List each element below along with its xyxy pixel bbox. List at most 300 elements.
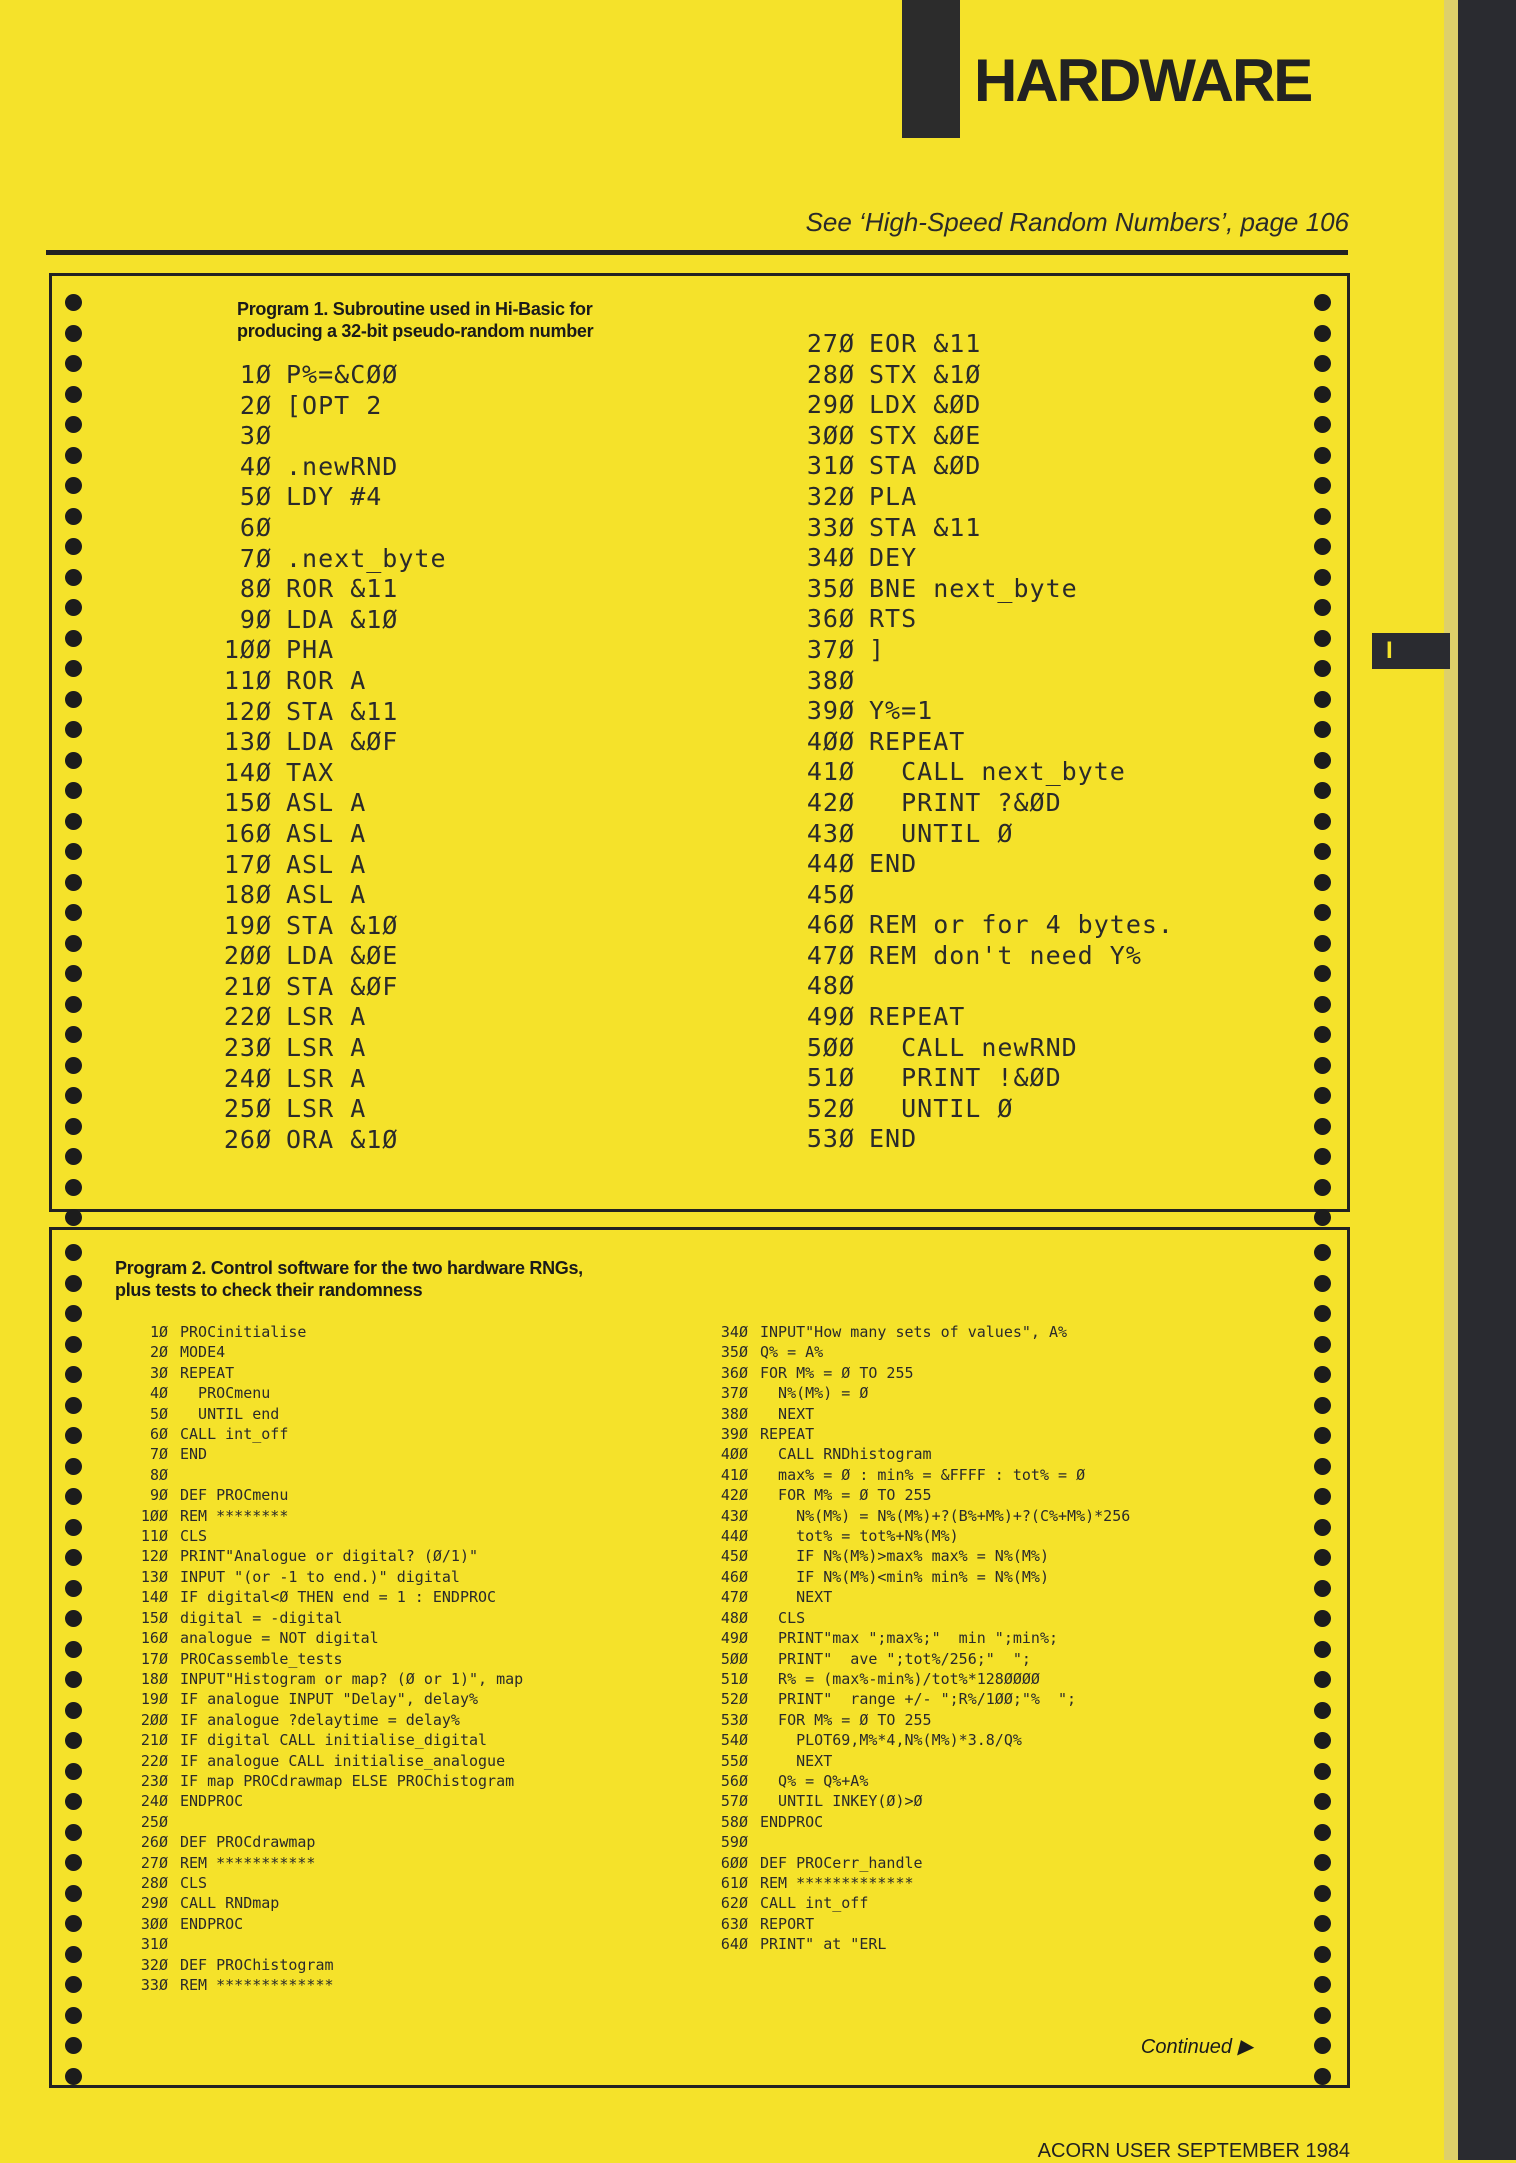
code-line xyxy=(702,1567,1130,1587)
code-text: REPEAT xyxy=(180,1363,235,1382)
line-number: 35Ø xyxy=(720,1343,748,1362)
sprocket-hole xyxy=(1314,538,1331,555)
sprocket-hole xyxy=(1314,630,1331,647)
sprocket-hole xyxy=(65,1366,82,1383)
code-line xyxy=(702,1751,1130,1771)
line-number: 51Ø xyxy=(806,1063,855,1093)
line-number: 2ØØ xyxy=(140,1710,168,1729)
sprocket-holes-right xyxy=(1314,276,1334,1209)
sprocket-hole xyxy=(1314,782,1331,799)
code-text: PRINT"max ";max%;" min ";min%; xyxy=(760,1629,1059,1648)
line-number: 36Ø xyxy=(806,604,855,634)
code-line xyxy=(202,819,447,850)
code-text: TAX xyxy=(286,757,335,787)
sprocket-hole xyxy=(1314,1549,1331,1566)
code-text: IF analogue INPUT "Delay", delay% xyxy=(180,1690,479,1709)
code-text: PLA xyxy=(869,481,918,511)
line-number: 35Ø xyxy=(806,573,855,603)
sprocket-hole xyxy=(65,2068,82,2085)
code-text: ORA &1Ø xyxy=(286,1124,399,1154)
code-line xyxy=(122,1710,523,1730)
code-line xyxy=(122,1934,523,1954)
line-number: 57Ø xyxy=(720,1792,748,1811)
sprocket-hole xyxy=(65,1458,82,1475)
code-text: NEXT xyxy=(760,1404,815,1423)
line-number: 42Ø xyxy=(720,1486,748,1505)
code-text: ENDPROC xyxy=(180,1792,244,1811)
code-text: PROCmenu xyxy=(180,1384,271,1403)
line-number: 49Ø xyxy=(806,1002,855,1032)
code-text: max% = Ø : min% = &FFFF : tot% = Ø xyxy=(760,1465,1086,1484)
line-number: 5Ø xyxy=(149,1404,168,1423)
code-line xyxy=(702,1853,1130,1873)
sprocket-hole xyxy=(1314,1641,1331,1658)
code-line xyxy=(785,1063,1174,1094)
code-text: REPORT xyxy=(760,1914,815,1933)
line-number: 36Ø xyxy=(720,1363,748,1382)
code-line xyxy=(202,574,447,605)
code-text: ROR &11 xyxy=(286,574,399,604)
line-number: 17Ø xyxy=(223,849,272,879)
code-line xyxy=(785,941,1174,972)
code-text: REM ******** xyxy=(180,1506,289,1525)
code-text: digital = -digital xyxy=(180,1608,343,1627)
code-text: tot% = tot%+N%(M%) xyxy=(760,1527,959,1546)
code-line xyxy=(702,1914,1130,1934)
sprocket-hole xyxy=(1314,1179,1331,1196)
line-number: 63Ø xyxy=(720,1914,748,1933)
code-text: ASL A xyxy=(286,849,367,879)
line-number: 49Ø xyxy=(720,1629,748,1648)
line-number: 8Ø xyxy=(239,574,272,604)
line-number: 5ØØ xyxy=(720,1649,748,1668)
sprocket-hole xyxy=(65,752,82,769)
line-number: 21Ø xyxy=(223,971,272,1001)
code-line xyxy=(202,360,447,391)
line-number: 27Ø xyxy=(806,329,855,358)
line-number: 24Ø xyxy=(140,1792,168,1811)
sprocket-hole xyxy=(65,660,82,677)
sprocket-hole xyxy=(1314,1915,1331,1932)
line-number: 4Ø xyxy=(149,1384,168,1403)
code-text: PRINT" at "ERL xyxy=(760,1935,887,1954)
line-number: 37Ø xyxy=(806,634,855,664)
line-number: 6ØØ xyxy=(720,1853,748,1872)
line-number: 5ØØ xyxy=(806,1032,855,1062)
code-text: CALL int_off xyxy=(760,1894,869,1913)
line-number: 2ØØ xyxy=(223,941,272,971)
code-text: DEF PROCerr_handle xyxy=(760,1853,923,1872)
line-number: 14Ø xyxy=(223,757,272,787)
code-line xyxy=(202,1002,447,1033)
sprocket-hole xyxy=(1314,1397,1331,1414)
line-number: 33Ø xyxy=(806,512,855,542)
code-line xyxy=(785,574,1174,605)
sprocket-hole xyxy=(65,935,82,952)
code-line xyxy=(122,1669,523,1689)
line-number: 6Ø xyxy=(149,1425,168,1444)
sprocket-hole xyxy=(1314,1336,1331,1353)
code-line xyxy=(122,1791,523,1811)
line-number: 45Ø xyxy=(720,1547,748,1566)
line-number: 44Ø xyxy=(806,849,855,879)
code-text: STA &1Ø xyxy=(286,910,399,940)
line-number: 38Ø xyxy=(720,1404,748,1423)
line-number: 3Ø xyxy=(149,1363,168,1382)
line-number: 13Ø xyxy=(140,1567,168,1586)
code-line xyxy=(702,1322,1130,1342)
line-number: 62Ø xyxy=(720,1894,748,1913)
sprocket-hole xyxy=(65,1549,82,1566)
sprocket-hole xyxy=(65,1976,82,1993)
line-number: 1ØØ xyxy=(223,635,272,665)
line-number: 11Ø xyxy=(223,665,272,695)
sprocket-hole xyxy=(65,1580,82,1597)
sprocket-holes-left xyxy=(65,1230,85,2085)
line-number: 39Ø xyxy=(806,696,855,726)
code-text: LDA &ØF xyxy=(286,727,399,757)
code-text: PROCassemble_tests xyxy=(180,1649,343,1668)
code-text: LSR A xyxy=(286,1063,367,1093)
line-number: 43Ø xyxy=(720,1506,748,1525)
code-line xyxy=(202,972,447,1003)
sprocket-hole xyxy=(1314,1580,1331,1597)
code-line xyxy=(785,849,1174,880)
line-number: 43Ø xyxy=(806,818,855,848)
line-number: 1Ø xyxy=(149,1323,168,1341)
code-text: R% = (max%-min%)/tot%*128ØØØØ xyxy=(760,1669,1040,1688)
line-number: 23Ø xyxy=(140,1771,168,1790)
sprocket-hole xyxy=(1314,935,1331,952)
line-number: 26Ø xyxy=(223,1124,272,1154)
line-number: 51Ø xyxy=(720,1669,748,1688)
sprocket-hole xyxy=(1314,1976,1331,1993)
sprocket-hole xyxy=(1314,508,1331,525)
line-number: 14Ø xyxy=(140,1588,168,1607)
sprocket-hole xyxy=(65,1519,82,1536)
code-text: LSR A xyxy=(286,1094,367,1124)
sprocket-hole xyxy=(1314,2007,1331,2024)
line-number: 55Ø xyxy=(720,1751,748,1770)
sprocket-hole xyxy=(65,721,82,738)
code-text: PHA xyxy=(286,635,335,665)
code-text: REPEAT xyxy=(869,1002,966,1032)
line-number: 11Ø xyxy=(140,1527,168,1546)
code-line xyxy=(702,1934,1130,1954)
code-line xyxy=(122,1506,523,1526)
continued-note: Continued ▶ xyxy=(1140,2036,1253,2058)
line-number: 52Ø xyxy=(806,1093,855,1123)
line-number: 7Ø xyxy=(149,1445,168,1464)
code-text: analogue = NOT digital xyxy=(180,1629,379,1648)
sprocket-hole xyxy=(1314,813,1331,830)
code-text: LSR A xyxy=(286,1002,367,1032)
code-line xyxy=(702,1444,1130,1464)
program2-code-left xyxy=(122,1322,523,1995)
code-line xyxy=(122,1342,523,1362)
sprocket-hole xyxy=(65,2037,82,2054)
line-number: 33Ø xyxy=(140,1976,168,1994)
code-line xyxy=(202,452,447,483)
code-text: INPUT "(or -1 to end.)" digital xyxy=(180,1567,460,1586)
sprocket-hole xyxy=(65,416,82,433)
code-text: LDA &ØE xyxy=(286,941,399,971)
code-line xyxy=(122,1914,523,1934)
line-number: 21Ø xyxy=(140,1731,168,1750)
code-text: STA &ØF xyxy=(286,971,399,1001)
sprocket-hole xyxy=(65,294,82,311)
line-number: 48Ø xyxy=(806,971,855,1001)
sprocket-hole xyxy=(65,538,82,555)
sprocket-hole xyxy=(65,813,82,830)
sprocket-hole xyxy=(65,1915,82,1932)
sprocket-hole xyxy=(65,1244,82,1261)
code-text: REPEAT xyxy=(760,1425,815,1444)
code-line xyxy=(202,788,447,819)
code-line xyxy=(122,1649,523,1669)
line-number: 45Ø xyxy=(806,879,855,909)
sprocket-hole xyxy=(65,508,82,525)
code-text: STX &ØE xyxy=(869,420,982,450)
sprocket-hole xyxy=(65,355,82,372)
code-line xyxy=(785,1002,1174,1033)
line-number: 13Ø xyxy=(223,727,272,757)
sprocket-hole xyxy=(65,1209,82,1226)
sprocket-hole xyxy=(1314,1488,1331,1505)
line-number: 22Ø xyxy=(140,1751,168,1770)
sprocket-hole xyxy=(65,630,82,647)
code-text: .next_byte xyxy=(286,543,447,573)
code-text: CLS xyxy=(180,1527,208,1546)
code-text: LDX &ØD xyxy=(869,390,982,420)
sprocket-hole xyxy=(1314,1885,1331,1902)
code-line xyxy=(122,1893,523,1913)
line-number: 59Ø xyxy=(720,1833,748,1852)
code-line xyxy=(702,1669,1130,1689)
sprocket-hole xyxy=(65,1118,82,1135)
sprocket-hole xyxy=(65,1275,82,1292)
line-number: 3ØØ xyxy=(140,1914,168,1933)
code-text: IF N%(M%)>max% max% = N%(M%) xyxy=(760,1547,1049,1566)
section-thumb-label: I xyxy=(1386,637,1393,664)
sprocket-hole xyxy=(1314,843,1331,860)
sprocket-hole xyxy=(1314,1305,1331,1322)
sprocket-hole xyxy=(65,1397,82,1414)
code-line xyxy=(202,421,447,452)
sprocket-hole xyxy=(65,477,82,494)
code-text: ENDPROC xyxy=(760,1812,824,1831)
line-number: 46Ø xyxy=(720,1567,748,1586)
sprocket-hole xyxy=(1314,569,1331,586)
code-line xyxy=(202,544,447,575)
line-number: 52Ø xyxy=(720,1690,748,1709)
code-line xyxy=(785,604,1174,635)
sprocket-hole xyxy=(1314,965,1331,982)
sprocket-hole xyxy=(1314,1057,1331,1074)
sprocket-hole xyxy=(1314,416,1331,433)
sprocket-hole xyxy=(1314,1671,1331,1688)
sprocket-hole xyxy=(65,1148,82,1165)
code-text: .newRND xyxy=(286,451,399,481)
program1-code-right xyxy=(785,329,1174,1155)
sprocket-hole xyxy=(1314,386,1331,403)
line-number: 26Ø xyxy=(140,1833,168,1852)
code-line xyxy=(122,1853,523,1873)
code-line xyxy=(202,758,447,789)
code-text: CALL RNDmap xyxy=(180,1894,280,1913)
line-number: 25Ø xyxy=(223,1094,272,1124)
code-text: UNTIL end xyxy=(180,1404,280,1423)
code-line xyxy=(785,329,1174,360)
code-text: ASL A xyxy=(286,788,367,818)
code-line xyxy=(122,1444,523,1464)
code-line xyxy=(202,482,447,513)
line-number: 2Ø xyxy=(149,1343,168,1362)
code-text: REM ************* xyxy=(760,1873,914,1892)
code-text: P%=&CØØ xyxy=(286,360,399,389)
program1-code-left xyxy=(202,360,447,1155)
line-number: 5Ø xyxy=(239,482,272,512)
sprocket-hole xyxy=(65,1610,82,1627)
sprocket-hole xyxy=(65,1885,82,1902)
code-line xyxy=(702,1465,1130,1485)
sprocket-hole xyxy=(1314,1118,1331,1135)
sprocket-hole xyxy=(65,1854,82,1871)
line-number: 4ØØ xyxy=(720,1445,748,1464)
line-number: 42Ø xyxy=(806,787,855,817)
code-line xyxy=(785,1124,1174,1155)
line-number: 58Ø xyxy=(720,1812,748,1831)
code-text: BNE next_byte xyxy=(869,573,1078,603)
program1-listing xyxy=(49,273,1350,1212)
line-number: 47Ø xyxy=(806,940,855,970)
sprocket-hole xyxy=(65,1179,82,1196)
code-line xyxy=(702,1485,1130,1505)
code-text: MODE4 xyxy=(180,1343,226,1362)
code-text: Q% = A% xyxy=(760,1343,824,1362)
code-line xyxy=(122,1832,523,1852)
code-text: PLOT69,M%*4,N%(M%)*3.8/Q% xyxy=(760,1731,1022,1750)
code-text: N%(M%) = N%(M%)+?(B%+M%)+?(C%+M%)*256 xyxy=(760,1506,1131,1525)
line-number: 27Ø xyxy=(140,1853,168,1872)
sprocket-hole xyxy=(1314,2068,1331,2085)
line-number: 38Ø xyxy=(806,665,855,695)
line-number: 28Ø xyxy=(140,1873,168,1892)
section-thumb-tab xyxy=(1372,633,1450,669)
code-text: LSR A xyxy=(286,1033,367,1063)
code-line xyxy=(785,971,1174,1002)
code-text: STA &11 xyxy=(286,696,399,726)
code-text: NEXT xyxy=(760,1588,833,1607)
code-text: ASL A xyxy=(286,818,367,848)
code-text: PRINT"Analogue or digital? (Ø/1)" xyxy=(180,1547,479,1566)
sprocket-hole xyxy=(65,1824,82,1841)
sprocket-hole xyxy=(1314,1427,1331,1444)
code-line xyxy=(122,1812,523,1832)
sprocket-hole xyxy=(1314,1087,1331,1104)
code-text: DEF PROCdrawmap xyxy=(180,1833,316,1852)
code-text: PROCinitialise xyxy=(180,1323,307,1341)
code-line xyxy=(202,850,447,881)
sprocket-hole xyxy=(1314,996,1331,1013)
header-rule xyxy=(46,250,1348,255)
line-number: 16Ø xyxy=(223,818,272,848)
line-number: 22Ø xyxy=(223,1002,272,1032)
code-line xyxy=(122,1465,523,1485)
code-text: FOR M% = Ø TO 255 xyxy=(760,1486,932,1505)
sprocket-hole xyxy=(65,965,82,982)
sprocket-hole xyxy=(1314,1702,1331,1719)
line-number: 39Ø xyxy=(720,1425,748,1444)
sprocket-hole xyxy=(1314,477,1331,494)
code-line xyxy=(785,788,1174,819)
line-number: 37Ø xyxy=(720,1384,748,1403)
code-text: IF map PROCdrawmap ELSE PROChistogram xyxy=(180,1771,515,1790)
sprocket-hole xyxy=(65,1336,82,1353)
code-line xyxy=(122,1689,523,1709)
sprocket-hole xyxy=(1314,1275,1331,1292)
code-text: Q% = Q%+A% xyxy=(760,1771,869,1790)
sprocket-hole xyxy=(1314,1519,1331,1536)
code-text: UNTIL INKEY(Ø)>Ø xyxy=(760,1792,923,1811)
code-line xyxy=(785,666,1174,697)
code-text: REM ************* xyxy=(180,1976,334,1994)
sprocket-hole xyxy=(65,447,82,464)
line-number: 4Ø xyxy=(239,451,272,481)
sprocket-hole xyxy=(1314,355,1331,372)
code-line xyxy=(202,635,447,666)
line-number: 32Ø xyxy=(806,481,855,511)
sprocket-hole xyxy=(65,1427,82,1444)
code-text: PRINT" range +/- ";R%/1ØØ;"% "; xyxy=(760,1690,1077,1709)
line-number: 34Ø xyxy=(806,543,855,573)
code-line xyxy=(122,1526,523,1546)
code-line xyxy=(702,1873,1130,1893)
sprocket-hole xyxy=(65,1057,82,1074)
code-line xyxy=(702,1689,1130,1709)
line-number: 18Ø xyxy=(140,1669,168,1688)
code-text: LDA &1Ø xyxy=(286,604,399,634)
sprocket-hole xyxy=(1314,2037,1331,2054)
code-text: FOR M% = Ø TO 255 xyxy=(760,1363,914,1382)
line-number: 3ØØ xyxy=(806,420,855,450)
sprocket-hole xyxy=(1314,1610,1331,1627)
code-line xyxy=(702,1832,1130,1852)
code-text: IF digital<Ø THEN end = 1 : ENDPROC xyxy=(180,1588,497,1607)
line-number: 1Ø xyxy=(239,360,272,389)
code-line xyxy=(702,1424,1130,1444)
code-text: REPEAT xyxy=(869,726,966,756)
code-line xyxy=(202,1125,447,1156)
code-text: IF N%(M%)<min% min% = N%(M%) xyxy=(760,1567,1049,1586)
sprocket-hole xyxy=(65,996,82,1013)
code-line xyxy=(785,513,1174,544)
code-line xyxy=(702,1342,1130,1362)
line-number: 16Ø xyxy=(140,1629,168,1648)
code-text: ASL A xyxy=(286,880,367,910)
code-line xyxy=(785,360,1174,391)
code-line xyxy=(702,1404,1130,1424)
code-text: ] xyxy=(869,634,886,664)
line-number: 41Ø xyxy=(720,1465,748,1484)
line-number: 29Ø xyxy=(140,1894,168,1913)
line-number: 61Ø xyxy=(720,1873,748,1892)
sprocket-hole xyxy=(1314,1946,1331,1963)
sprocket-hole xyxy=(1314,1366,1331,1383)
line-number: 3Ø xyxy=(239,421,272,451)
code-line xyxy=(702,1546,1130,1566)
code-line xyxy=(702,1363,1130,1383)
